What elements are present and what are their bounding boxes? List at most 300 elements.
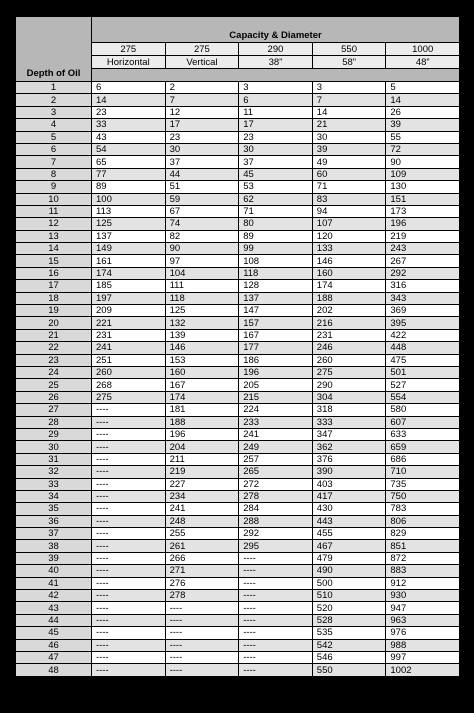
gallons-cell: 49 bbox=[312, 156, 386, 168]
gallons-cell: ---- bbox=[165, 639, 239, 651]
gallons-cell: 44 bbox=[165, 168, 239, 180]
gallons-cell: 251 bbox=[92, 354, 166, 366]
gallons-cell: 160 bbox=[312, 267, 386, 279]
gallons-cell: 17 bbox=[239, 119, 313, 131]
gallons-cell: 108 bbox=[239, 255, 313, 267]
gallons-cell: 39 bbox=[312, 143, 386, 155]
gallons-cell: ---- bbox=[92, 466, 166, 478]
tank-type-header: 48” bbox=[386, 56, 460, 69]
gallons-cell: 527 bbox=[386, 379, 460, 391]
gallons-cell: 37 bbox=[239, 156, 313, 168]
gallons-cell: 5 bbox=[386, 82, 460, 94]
depth-cell: 35 bbox=[16, 503, 92, 515]
gallons-cell: ---- bbox=[239, 614, 313, 626]
gallons-cell: 271 bbox=[165, 565, 239, 577]
depth-cell: 30 bbox=[16, 441, 92, 453]
gallons-cell: 316 bbox=[386, 280, 460, 292]
gallons-cell: 107 bbox=[312, 218, 386, 230]
gallons-cell: 2 bbox=[165, 82, 239, 94]
gallons-cell: 23 bbox=[165, 131, 239, 143]
table-row bbox=[16, 441, 460, 453]
depth-cell: 37 bbox=[16, 528, 92, 540]
depth-cell: 2 bbox=[16, 94, 92, 106]
gallons-cell: ---- bbox=[92, 577, 166, 589]
gallons-cell: 43 bbox=[92, 131, 166, 143]
table-row bbox=[16, 305, 460, 317]
gallons-cell: 268 bbox=[92, 379, 166, 391]
gallons-cell: ---- bbox=[239, 577, 313, 589]
depth-cell: 20 bbox=[16, 317, 92, 329]
gallons-cell: 89 bbox=[92, 181, 166, 193]
table-row bbox=[16, 466, 460, 478]
gallons-cell: 71 bbox=[239, 205, 313, 217]
table-row bbox=[16, 255, 460, 267]
table-row bbox=[16, 156, 460, 168]
gallons-cell: 395 bbox=[386, 317, 460, 329]
gallons-cell: 104 bbox=[165, 267, 239, 279]
capacity-header: 1000 bbox=[386, 43, 460, 56]
gallons-cell: 94 bbox=[312, 205, 386, 217]
table-row bbox=[16, 205, 460, 217]
gallons-cell: 33 bbox=[92, 119, 166, 131]
gallons-cell: 988 bbox=[386, 639, 460, 651]
gallons-cell: 369 bbox=[386, 305, 460, 317]
gallons-cell: 851 bbox=[386, 540, 460, 552]
gallons-cell: ---- bbox=[92, 416, 166, 428]
depth-cell: 10 bbox=[16, 193, 92, 205]
gallons-cell: 284 bbox=[239, 503, 313, 515]
gallons-cell: 304 bbox=[312, 391, 386, 403]
gallons-cell: 520 bbox=[312, 602, 386, 614]
capacity-header: 275 bbox=[92, 43, 166, 56]
gallons-cell: 80 bbox=[239, 218, 313, 230]
gallons-cell: 292 bbox=[386, 267, 460, 279]
gallons-cell: 272 bbox=[239, 478, 313, 490]
gallons-cell: 249 bbox=[239, 441, 313, 453]
gallons-cell: 248 bbox=[165, 515, 239, 527]
gallons-cell: 930 bbox=[386, 590, 460, 602]
table-row bbox=[16, 317, 460, 329]
capacity-header: 290 bbox=[239, 43, 313, 56]
gallons-cell: 528 bbox=[312, 614, 386, 626]
depth-cell: 44 bbox=[16, 614, 92, 626]
gallons-cell: 153 bbox=[165, 354, 239, 366]
depth-cell: 22 bbox=[16, 342, 92, 354]
gallons-cell: 161 bbox=[92, 255, 166, 267]
gallons-cell: 118 bbox=[165, 292, 239, 304]
table-row bbox=[16, 379, 460, 391]
gallons-cell: 535 bbox=[312, 627, 386, 639]
table-row bbox=[16, 490, 460, 502]
gallons-cell: 14 bbox=[92, 94, 166, 106]
gallons-cell: ---- bbox=[92, 441, 166, 453]
table-row bbox=[16, 82, 460, 94]
gallons-cell: 318 bbox=[312, 404, 386, 416]
gallons-cell: 475 bbox=[386, 354, 460, 366]
table-row bbox=[16, 94, 460, 106]
table-row bbox=[16, 143, 460, 155]
gallons-cell: 580 bbox=[386, 404, 460, 416]
gallons-cell: 343 bbox=[386, 292, 460, 304]
gallons-cell: 99 bbox=[239, 243, 313, 255]
table-row bbox=[16, 404, 460, 416]
capacity-header: 550 bbox=[312, 43, 386, 56]
gallons-cell: 74 bbox=[165, 218, 239, 230]
gallons-cell: 633 bbox=[386, 428, 460, 440]
oil-depth-capacity-table bbox=[15, 16, 460, 677]
gallons-cell: 196 bbox=[165, 428, 239, 440]
gallons-cell: ---- bbox=[239, 664, 313, 676]
table-row bbox=[16, 280, 460, 292]
gallons-cell: 278 bbox=[165, 590, 239, 602]
gallons-cell: 607 bbox=[386, 416, 460, 428]
gallons-cell: ---- bbox=[165, 627, 239, 639]
gallons-cell: 362 bbox=[312, 441, 386, 453]
depth-cell: 11 bbox=[16, 205, 92, 217]
gallons-cell: 750 bbox=[386, 490, 460, 502]
gallons-cell: 246 bbox=[312, 342, 386, 354]
gallons-cell: 202 bbox=[312, 305, 386, 317]
depth-cell: 41 bbox=[16, 577, 92, 589]
gallons-cell: ---- bbox=[165, 664, 239, 676]
gallons-cell: 204 bbox=[165, 441, 239, 453]
gallons-cell: 90 bbox=[386, 156, 460, 168]
gallons-cell: ---- bbox=[92, 664, 166, 676]
gallons-cell: 3 bbox=[239, 82, 313, 94]
gallons-cell: 227 bbox=[165, 478, 239, 490]
gallons-cell: 276 bbox=[165, 577, 239, 589]
depth-cell: 13 bbox=[16, 230, 92, 242]
gallons-cell: 430 bbox=[312, 503, 386, 515]
depth-cell: 5 bbox=[16, 131, 92, 143]
gallons-cell: 735 bbox=[386, 478, 460, 490]
table-row bbox=[16, 354, 460, 366]
gallons-cell: 188 bbox=[165, 416, 239, 428]
gallons-cell: 111 bbox=[165, 280, 239, 292]
tank-type-header: Horizontal bbox=[92, 56, 166, 69]
gallons-cell: 390 bbox=[312, 466, 386, 478]
gallons-cell: 6 bbox=[239, 94, 313, 106]
depth-cell: 45 bbox=[16, 627, 92, 639]
gallons-cell: 265 bbox=[239, 466, 313, 478]
gallons-cell: ---- bbox=[165, 602, 239, 614]
gallons-cell: 133 bbox=[312, 243, 386, 255]
gallons-cell: 275 bbox=[92, 391, 166, 403]
gallons-cell: 231 bbox=[92, 329, 166, 341]
gallons-cell: 6 bbox=[92, 82, 166, 94]
gallons-cell: 417 bbox=[312, 490, 386, 502]
gallons-cell: 72 bbox=[386, 143, 460, 155]
gallons-cell: 71 bbox=[312, 181, 386, 193]
gallons-cell: 174 bbox=[92, 267, 166, 279]
gallons-cell: 177 bbox=[239, 342, 313, 354]
table-row bbox=[16, 342, 460, 354]
depth-cell: 47 bbox=[16, 651, 92, 663]
depth-cell: 15 bbox=[16, 255, 92, 267]
depth-cell: 23 bbox=[16, 354, 92, 366]
gallons-cell: 3 bbox=[312, 82, 386, 94]
gallons-cell: 17 bbox=[165, 119, 239, 131]
table-row bbox=[16, 131, 460, 143]
gallons-cell: 12 bbox=[165, 106, 239, 118]
gallons-cell: 197 bbox=[92, 292, 166, 304]
table-row bbox=[16, 168, 460, 180]
gallons-cell: 347 bbox=[312, 428, 386, 440]
gallons-cell: 167 bbox=[239, 329, 313, 341]
gallons-cell: ---- bbox=[92, 565, 166, 577]
gallons-cell: 30 bbox=[165, 143, 239, 155]
gallons-cell: 243 bbox=[386, 243, 460, 255]
gallons-cell: 205 bbox=[239, 379, 313, 391]
depth-cell: 46 bbox=[16, 639, 92, 651]
gallons-cell: 147 bbox=[239, 305, 313, 317]
gallons-cell: 278 bbox=[239, 490, 313, 502]
gallons-cell: 883 bbox=[386, 565, 460, 577]
gallons-cell: 255 bbox=[165, 528, 239, 540]
gallons-cell: 14 bbox=[386, 94, 460, 106]
table-row bbox=[16, 119, 460, 131]
tank-type-header: Vertical bbox=[165, 56, 239, 69]
gallons-cell: 90 bbox=[165, 243, 239, 255]
table-row bbox=[16, 292, 460, 304]
gallons-cell: 333 bbox=[312, 416, 386, 428]
table-row bbox=[16, 267, 460, 279]
depth-cell: 3 bbox=[16, 106, 92, 118]
gallons-cell: 267 bbox=[386, 255, 460, 267]
gallons-cell: ---- bbox=[92, 552, 166, 564]
table-row bbox=[16, 639, 460, 651]
gallons-cell: 128 bbox=[239, 280, 313, 292]
table-body bbox=[16, 82, 460, 677]
gallons-cell: 146 bbox=[165, 342, 239, 354]
gallons-cell: 196 bbox=[386, 218, 460, 230]
gallons-cell: ---- bbox=[92, 490, 166, 502]
depth-cell: 25 bbox=[16, 379, 92, 391]
gallons-cell: 188 bbox=[312, 292, 386, 304]
depth-cell: 33 bbox=[16, 478, 92, 490]
gallons-cell: ---- bbox=[92, 651, 166, 663]
gallons-cell: 14 bbox=[312, 106, 386, 118]
table-row bbox=[16, 664, 460, 676]
gallons-cell: 806 bbox=[386, 515, 460, 527]
table-row bbox=[16, 243, 460, 255]
depth-cell: 1 bbox=[16, 82, 92, 94]
gallons-cell: 448 bbox=[386, 342, 460, 354]
table-row bbox=[16, 602, 460, 614]
depth-cell: 9 bbox=[16, 181, 92, 193]
gallons-cell: 89 bbox=[239, 230, 313, 242]
depth-cell: 40 bbox=[16, 565, 92, 577]
gallons-cell: ---- bbox=[92, 478, 166, 490]
table-row bbox=[16, 577, 460, 589]
gallons-cell: 490 bbox=[312, 565, 386, 577]
gallons-cell: 963 bbox=[386, 614, 460, 626]
gallons-cell: 292 bbox=[239, 528, 313, 540]
header-spacer bbox=[92, 69, 460, 82]
gallons-cell: ---- bbox=[92, 590, 166, 602]
table-row bbox=[16, 503, 460, 515]
gallons-cell: 149 bbox=[92, 243, 166, 255]
gallons-cell: 7 bbox=[312, 94, 386, 106]
gallons-cell: 872 bbox=[386, 552, 460, 564]
gallons-cell: 422 bbox=[386, 329, 460, 341]
gallons-cell: 290 bbox=[312, 379, 386, 391]
gallons-cell: 26 bbox=[386, 106, 460, 118]
gallons-cell: ---- bbox=[92, 614, 166, 626]
gallons-cell: 125 bbox=[92, 218, 166, 230]
depth-cell: 34 bbox=[16, 490, 92, 502]
table-row bbox=[16, 651, 460, 663]
gallons-cell: ---- bbox=[239, 590, 313, 602]
gallons-cell: 45 bbox=[239, 168, 313, 180]
gallons-cell: 21 bbox=[312, 119, 386, 131]
gallons-cell: ---- bbox=[92, 503, 166, 515]
gallons-cell: 234 bbox=[165, 490, 239, 502]
capacity-diameter-header: Capacity & Diameter bbox=[92, 17, 460, 43]
gallons-cell: 260 bbox=[312, 354, 386, 366]
gallons-cell: ---- bbox=[239, 627, 313, 639]
gallons-cell: 83 bbox=[312, 193, 386, 205]
depth-cell: 39 bbox=[16, 552, 92, 564]
gallons-cell: 137 bbox=[92, 230, 166, 242]
gallons-cell: 241 bbox=[239, 428, 313, 440]
gallons-cell: 130 bbox=[386, 181, 460, 193]
gallons-cell: 51 bbox=[165, 181, 239, 193]
gallons-cell: ---- bbox=[92, 602, 166, 614]
table-row bbox=[16, 552, 460, 564]
gallons-cell: ---- bbox=[92, 627, 166, 639]
gallons-cell: 118 bbox=[239, 267, 313, 279]
gallons-cell: 257 bbox=[239, 453, 313, 465]
tank-type-header: 58” bbox=[312, 56, 386, 69]
gallons-cell: 157 bbox=[239, 317, 313, 329]
gallons-cell: ---- bbox=[92, 453, 166, 465]
gallons-cell: 783 bbox=[386, 503, 460, 515]
depth-cell: 12 bbox=[16, 218, 92, 230]
gallons-cell: 82 bbox=[165, 230, 239, 242]
gallons-cell: 219 bbox=[165, 466, 239, 478]
gallons-cell: 288 bbox=[239, 515, 313, 527]
gallons-cell: 54 bbox=[92, 143, 166, 155]
gallons-cell: 455 bbox=[312, 528, 386, 540]
depth-cell: 48 bbox=[16, 664, 92, 676]
gallons-cell: 185 bbox=[92, 280, 166, 292]
gallons-cell: 233 bbox=[239, 416, 313, 428]
table-row bbox=[16, 515, 460, 527]
gallons-cell: 151 bbox=[386, 193, 460, 205]
gallons-cell: 500 bbox=[312, 577, 386, 589]
depth-cell: 36 bbox=[16, 515, 92, 527]
depth-cell: 43 bbox=[16, 602, 92, 614]
depth-cell: 19 bbox=[16, 305, 92, 317]
depth-cell: 21 bbox=[16, 329, 92, 341]
gallons-cell: 174 bbox=[165, 391, 239, 403]
gallons-cell: 510 bbox=[312, 590, 386, 602]
gallons-cell: 137 bbox=[239, 292, 313, 304]
gallons-cell: 260 bbox=[92, 366, 166, 378]
gallons-cell: 37 bbox=[165, 156, 239, 168]
depth-cell: 28 bbox=[16, 416, 92, 428]
gallons-cell: 146 bbox=[312, 255, 386, 267]
table-row bbox=[16, 428, 460, 440]
gallons-cell: 62 bbox=[239, 193, 313, 205]
table-row bbox=[16, 230, 460, 242]
gallons-cell: 829 bbox=[386, 528, 460, 540]
table-row bbox=[16, 193, 460, 205]
gallons-cell: 186 bbox=[239, 354, 313, 366]
table-row bbox=[16, 590, 460, 602]
gallons-cell: 224 bbox=[239, 404, 313, 416]
gallons-cell: ---- bbox=[239, 602, 313, 614]
gallons-cell: 39 bbox=[386, 119, 460, 131]
gallons-cell: 976 bbox=[386, 627, 460, 639]
tank-type-header: 38” bbox=[239, 56, 313, 69]
gallons-cell: 266 bbox=[165, 552, 239, 564]
depth-cell: 42 bbox=[16, 590, 92, 602]
gallons-cell: 139 bbox=[165, 329, 239, 341]
gallons-cell: ---- bbox=[239, 565, 313, 577]
gallons-cell: 125 bbox=[165, 305, 239, 317]
table-row bbox=[16, 329, 460, 341]
gallons-cell: 467 bbox=[312, 540, 386, 552]
gallons-cell: 167 bbox=[165, 379, 239, 391]
gallons-cell: 546 bbox=[312, 651, 386, 663]
gallons-cell: 710 bbox=[386, 466, 460, 478]
gallons-cell: 59 bbox=[165, 193, 239, 205]
table-row bbox=[16, 106, 460, 118]
depth-cell: 16 bbox=[16, 267, 92, 279]
gallons-cell: ---- bbox=[239, 639, 313, 651]
gallons-cell: ---- bbox=[92, 515, 166, 527]
gallons-cell: 67 bbox=[165, 205, 239, 217]
table-row bbox=[16, 478, 460, 490]
gallons-cell: 196 bbox=[239, 366, 313, 378]
depth-cell: 6 bbox=[16, 143, 92, 155]
gallons-cell: 97 bbox=[165, 255, 239, 267]
gallons-cell: ---- bbox=[239, 651, 313, 663]
depth-cell: 14 bbox=[16, 243, 92, 255]
table-row bbox=[16, 416, 460, 428]
gallons-cell: 216 bbox=[312, 317, 386, 329]
depth-cell: 32 bbox=[16, 466, 92, 478]
gallons-cell: 113 bbox=[92, 205, 166, 217]
depth-cell: 18 bbox=[16, 292, 92, 304]
table-row bbox=[16, 614, 460, 626]
table-row bbox=[16, 366, 460, 378]
table-row bbox=[16, 627, 460, 639]
depth-cell: 24 bbox=[16, 366, 92, 378]
gallons-cell: 30 bbox=[239, 143, 313, 155]
gallons-cell: 686 bbox=[386, 453, 460, 465]
gallons-cell: 160 bbox=[165, 366, 239, 378]
gallons-cell: 501 bbox=[386, 366, 460, 378]
gallons-cell: ---- bbox=[165, 614, 239, 626]
gallons-cell: 231 bbox=[312, 329, 386, 341]
gallons-cell: ---- bbox=[92, 639, 166, 651]
table-row bbox=[16, 218, 460, 230]
gallons-cell: 55 bbox=[386, 131, 460, 143]
gallons-cell: 209 bbox=[92, 305, 166, 317]
gallons-cell: 60 bbox=[312, 168, 386, 180]
gallons-cell: 173 bbox=[386, 205, 460, 217]
gallons-cell: 11 bbox=[239, 106, 313, 118]
gallons-cell: 542 bbox=[312, 639, 386, 651]
gallons-cell: ---- bbox=[239, 552, 313, 564]
depth-cell: 31 bbox=[16, 453, 92, 465]
table-row bbox=[16, 181, 460, 193]
gallons-cell: 211 bbox=[165, 453, 239, 465]
gallons-cell: 120 bbox=[312, 230, 386, 242]
